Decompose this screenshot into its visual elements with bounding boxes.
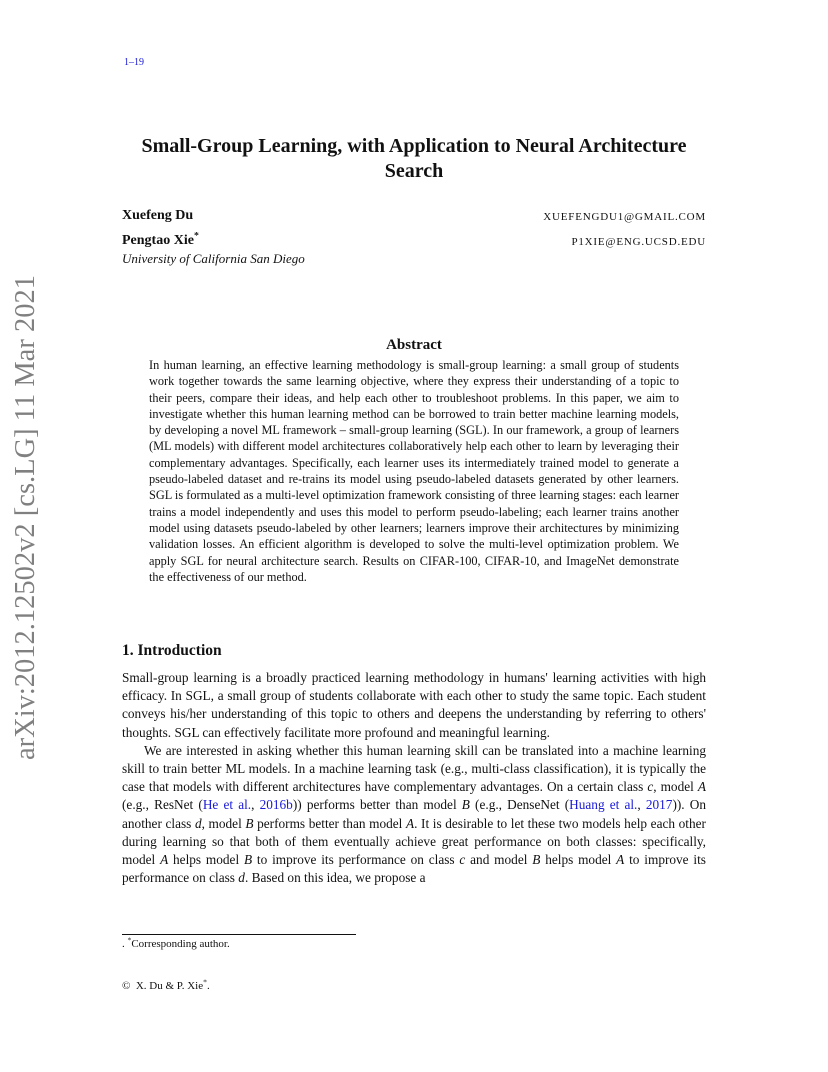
footnote: . *Corresponding author. [122,935,230,950]
author-name-1: Xuefeng Du [122,208,194,223]
copyright-line: © X. Du & P. Xie*. [122,977,210,992]
author-name-2: Pengtao Xie* [122,230,199,248]
author-email-1: XUEFENGDU1@GMAIL.COM [543,211,706,223]
intro-paragraph-1: Small-group learning is a broadly practiced learning methodology in humans' learning activities with high efficacy. In SGL, a small group of students collaborate with each other to study the same topic. Each student conveys his/her understanding of this topic to others and deepens the understanding by referring to others' thoughts. SGL can effectively facilitate more profound and meaningful learning. [122,670,706,740]
citation-link-he[interactable]: He et al., 2016b [202,797,293,813]
footnote-rule [122,934,356,935]
copyright-icon: © [122,980,131,992]
abstract-text: In human learning, an effective learning methodology is small-group learning: a small group of students work together towards the same learning objective, where they express their understanding of a topic to their peers, compare their ideas, and help each other to troubleshoot problems. In this paper, we aim to investigate whether this human learning method can be borrowed to train better machine learning models, by developing a novel ML framework – small-group learning (SGL). In our framework, a group of learners (ML models) with different model architectures collaboratively help each other to learn by leveraging their complementary advantages. Specifically, each learner uses its intermediately trained model to generate a pseudo-labeled dataset and re-trains its model using pseudo-labeled datasets generated by other learners. SGL is formulated as a multi-level optimization framework consisting of three learning stages: each learner trains a model independently and uses this model to perform pseudo-labeling; each learner trains another model using datasets pseudo-labeled by other learners; learners improve their architectures by minimizing validation losses. An efficient algorithm is developed to solve the multi-level optimization problem. We apply SGL for neural architecture search. Results on CIFAR-100, CIFAR-10, and ImageNet demonstrate the effectiveness of our method. [149,358,679,584]
affiliation: University of California San Diego [122,251,305,266]
author-email-2: P1XIE@ENG.UCSD.EDU [571,236,706,248]
paper-title: Small-Group Learning, with Application to Neural Architecture Search [141,135,687,182]
corresponding-mark: * [193,230,199,242]
introduction-body [122,669,706,887]
intro-paragraph-2: We are interested in asking whether this human learning skill can be translated into a machine learning skill to train better ML models. In a machine learning task (e.g., multi-class classification), it is typically the case that models with different architectures have complementary advantages. On a certain class c, model A (e.g., ResNet (He et al., 2016b)) performs better than model B (e.g., DenseNet (Huang et al., 2017)). On another class d, model B performs better than model A. It is desirable to let these two models help each other during learning so that both of them eventually achieve great performance on both classes: specifically, model A helps model B to improve its performance on class c and model B helps model A to improve its performance on class d. Based on this idea, we propose a [122,742,707,886]
page-range[interactable]: 1–19 [124,57,144,68]
citation-link-huang[interactable]: Huang et al., 2017 [569,797,673,813]
arxiv-stamp: arXiv:2012.12502v2 [cs.LG] 11 Mar 2021 [10,275,41,760]
section-heading-introduction: 1. Introduction [122,642,222,659]
abstract-heading: Abstract [386,337,442,353]
